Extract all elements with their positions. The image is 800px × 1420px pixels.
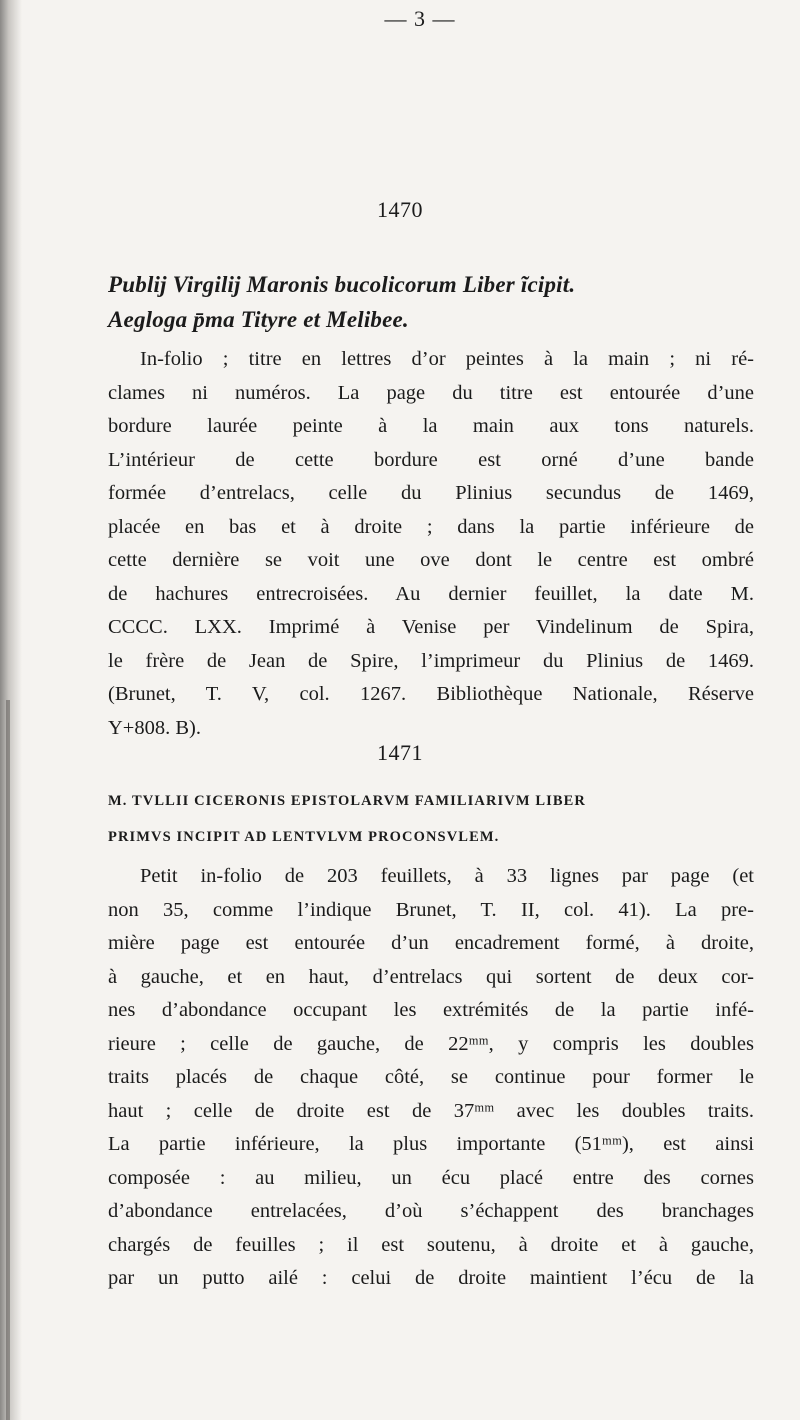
entry-1470-description	[108, 343, 754, 745]
entry-1470-title-line-2: Aegloga p̄ma Tityre et Melibee.	[108, 307, 409, 332]
paragraph-line: rieure ; celle de gauche, de 22ᵐᵐ, y compris les doubles	[108, 1032, 754, 1055]
entry-1471-title-line-2: PRIMVS INCIPIT AD LENTVLVM PROCONSVLEM.	[108, 829, 500, 845]
paragraph-line: haut ; celle de droite est de 37ᵐᵐ avec les doubles traits.	[108, 1099, 754, 1122]
paragraph-line: La partie inférieure, la plus importante (51ᵐᵐ), est ainsi	[108, 1133, 754, 1155]
paragraph-line: CCCC. LXX. Imprimé à Venise per Vindelinum de Spira,	[108, 616, 754, 638]
entry-1471-title-line-1: M. TVLLII CICERONIS EPISTOLARVM FAMILIARIVM LIBER	[108, 793, 586, 809]
paragraph-line: d’abondance entrelacées, d’où s’échappent des branchages	[108, 1200, 754, 1222]
page-number: — 3 —	[384, 6, 456, 31]
paragraph-line: In-folio ; titre en lettres d’or peintes à la main ; ni ré-	[140, 348, 754, 370]
entry-1470-title-line-1: Publij Virgilij Maronis bucolicorum Liber ĩcipit.	[108, 272, 576, 297]
paragraph-line: formée d’entrelacs, celle du Plinius secundus de 1469,	[108, 482, 754, 504]
paragraph-line: nes d’abondance occupant les extrémités de la partie infé-	[108, 999, 754, 1021]
paragraph-line: placée en bas et à droite ; dans la partie inférieure de	[108, 515, 754, 538]
paragraph-line: mière page est entourée d’un encadrement formé, à droite,	[108, 932, 754, 954]
entry-number-1471: 1471	[377, 740, 423, 765]
binding-gutter-line	[6, 700, 10, 1420]
paragraph-line: bordure laurée peinte à la main aux tons naturels.	[108, 415, 754, 437]
paragraph-line: chargés de feuilles ; il est soutenu, à droite et à gauche,	[108, 1233, 754, 1256]
paragraph-line: de hachures entrecroisées. Au dernier feuillet, la date M.	[108, 582, 754, 605]
paragraph-line: Y+808. B).	[108, 716, 201, 739]
paragraph-line: clames ni numéros. La page du titre est entourée d’une	[108, 381, 754, 404]
paragraph-line: non 35, comme l’indique Brunet, T. II, col. 41). La pre-	[108, 898, 754, 921]
entry-1471-description	[108, 822, 754, 1296]
paragraph-line: Petit in-folio de 203 feuillets, à 33 lignes par page (et	[140, 865, 754, 887]
paragraph-line: le frère de Jean de Spire, l’imprimeur du Plinius de 1469.	[108, 649, 754, 672]
entry-number-1470: 1470	[377, 197, 423, 222]
paragraph-line: à gauche, et en haut, d’entrelacs qui sortent de deux cor-	[108, 965, 754, 988]
paragraph-line: L’intérieur de cette bordure est orné d’une bande	[108, 448, 754, 471]
paragraph-line: cette dernière se voit une ove dont le centre est ombré	[108, 549, 754, 571]
paragraph-line: par un putto ailé : celui de droite maintient l’écu de la	[108, 1267, 754, 1289]
paragraph-line: traits placés de chaque côté, se continue pour former le	[108, 1066, 754, 1088]
paragraph-line: (Brunet, T. V, col. 1267. Bibliothèque Nationale, Réserve	[108, 683, 754, 705]
paragraph-line: composée : au milieu, un écu placé entre des cornes	[108, 1166, 754, 1189]
